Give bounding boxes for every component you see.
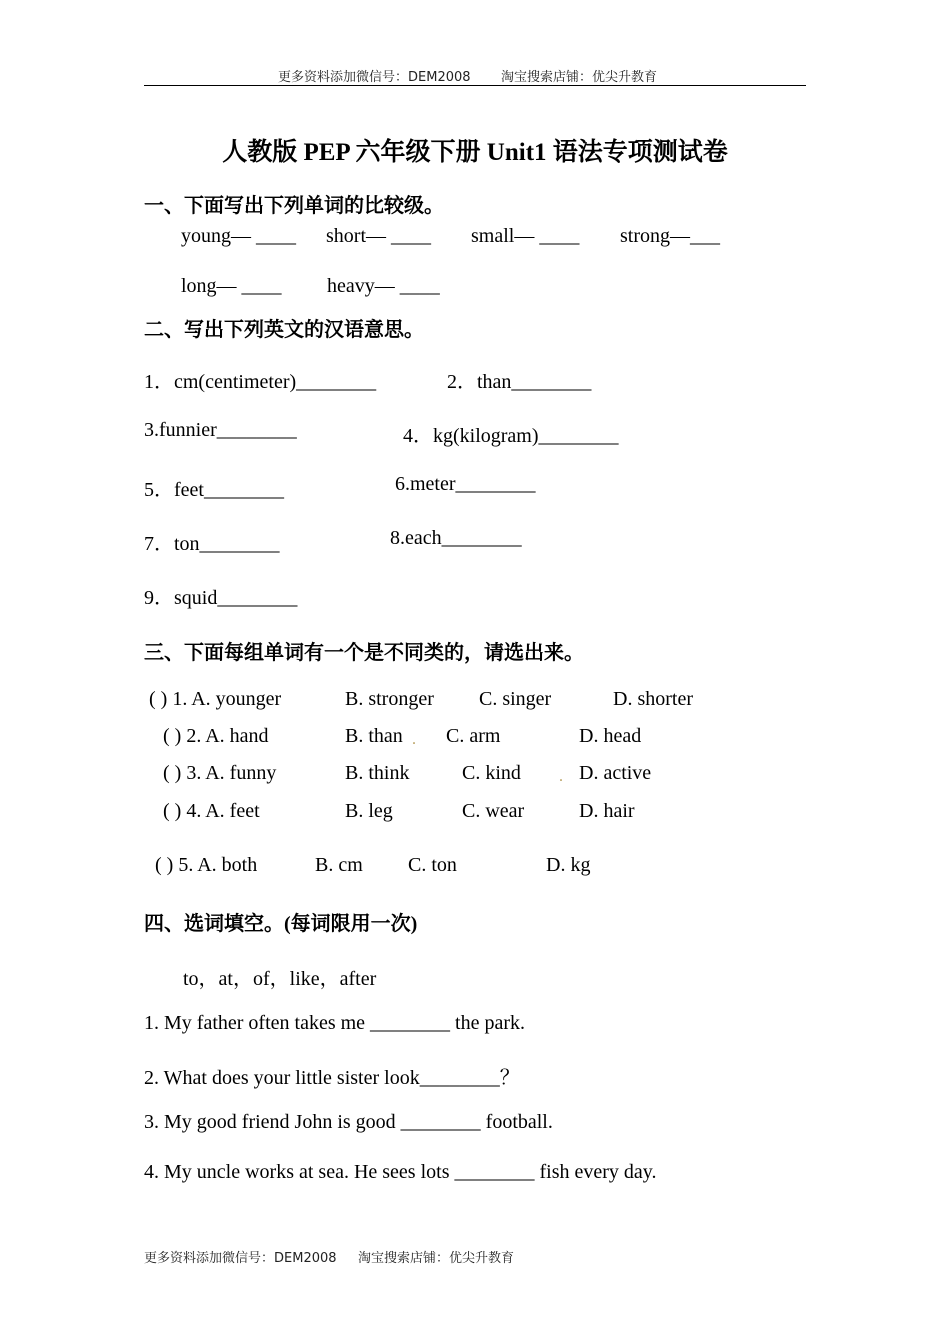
q3-option-b: B. think	[345, 762, 410, 784]
comparative-small: small— ____	[471, 225, 580, 247]
page-title: 人教版 PEP 六年级下册 Unit1 语法专项测试卷	[222, 139, 728, 166]
fill-blank-sentence: 1. My father often takes me ________ the park.	[144, 1012, 526, 1034]
section1-heading: 一、下面写出下列单词的比较级。	[144, 195, 444, 217]
q4-option-c: C. wear	[462, 800, 525, 822]
comparative-long: long— ____	[181, 275, 282, 297]
comparative-heavy: heavy— ____	[327, 275, 440, 297]
q3-option-c: C. kind	[462, 762, 521, 784]
footer-wechat: 更多资料添加微信号：DEM2008	[144, 1251, 337, 1266]
section4-heading: 四、选词填空。(每词限用一次)	[144, 913, 418, 935]
q5-option-b: B. cm	[315, 854, 363, 876]
meaning-item: 6.meter________	[395, 473, 536, 495]
meaning-item: 9．squid________	[144, 587, 298, 609]
q1-option-b: B. stronger	[345, 688, 434, 710]
header-shop: 淘宝搜索店铺：优尖升教育	[501, 70, 658, 85]
header-rule	[144, 85, 806, 86]
section3-heading: 三、下面每组单词有一个是不同类的，请选出来。	[144, 642, 584, 664]
fill-blank-sentence: 4. My uncle works at sea. He sees lots ________ fish every day.	[144, 1161, 657, 1183]
odd-one-out-q4: ( ) 4. A. feet	[163, 800, 260, 822]
q2-option-d: D. head	[579, 725, 642, 747]
meaning-item: 7．ton________	[144, 533, 280, 555]
q5-option-c: C. ton	[408, 854, 457, 876]
odd-one-out-q5: ( ) 5. A. both	[155, 854, 258, 876]
word-bank: to，at，of，like，after	[183, 968, 377, 990]
meaning-item: 2．than________	[447, 371, 592, 393]
comparative-young: young— ____	[181, 225, 296, 247]
odd-one-out-q2: ( ) 2. A. hand	[163, 725, 269, 747]
odd-one-out-q3: ( ) 3. A. funny	[163, 762, 277, 784]
header-wechat: 更多资料添加微信号：DEM2008	[278, 70, 471, 85]
meaning-item: 8.each________	[390, 527, 522, 549]
q4-option-d: D. hair	[579, 800, 635, 822]
comparative-strong: strong—___	[620, 225, 720, 247]
odd-one-out-q1: ( ) 1. A. younger	[149, 688, 282, 710]
meaning-item: 4．kg(kilogram)________	[403, 425, 619, 447]
q2-option-c: C. arm	[446, 725, 501, 747]
q3-option-d: D. active	[579, 762, 652, 784]
q4-option-b: B. leg	[345, 800, 393, 822]
q5-option-d: D. kg	[546, 854, 591, 876]
meaning-item: 3.funnier________	[144, 419, 297, 441]
q1-option-c: C. singer	[479, 688, 552, 710]
q1-option-d: D. shorter	[613, 688, 693, 710]
section2-heading: 二、写出下列英文的汉语意思。	[144, 319, 424, 341]
footer-shop: 淘宝搜索店铺：优尖升教育	[358, 1251, 515, 1266]
meaning-item: 5．feet________	[144, 479, 284, 501]
comparative-short: short— ____	[326, 225, 431, 247]
fill-blank-sentence: 3. My good friend John is good ________ football.	[144, 1111, 553, 1133]
fill-blank-sentence: 2. What does your little sister look________？	[144, 1067, 520, 1089]
q2-option-b: B. than	[345, 725, 403, 747]
stray-dot: .	[559, 768, 563, 785]
meaning-item: 1．cm(centimeter)________	[144, 371, 377, 393]
stray-dot: .	[412, 731, 416, 748]
